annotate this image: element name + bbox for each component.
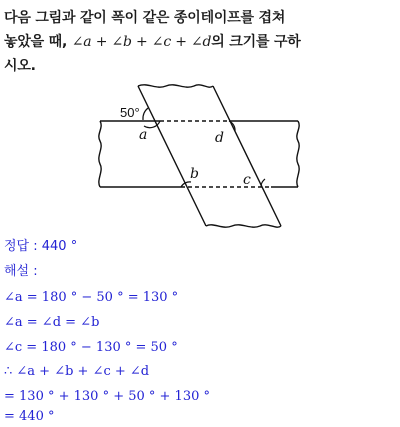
explanation-header: 해설 : [4, 264, 38, 279]
angle-c-label: c [243, 172, 251, 188]
horizontal-tape [99, 121, 299, 187]
solution-step-6: = 440 ° [4, 409, 55, 424]
problem-line-2-prefix: 놓았을 때, [4, 34, 72, 50]
angle-a-label: a [139, 127, 148, 143]
solution-step-2: ∠a = ∠d = ∠b [4, 315, 100, 330]
problem-text [4, 6, 396, 78]
angle-b-label: b [190, 166, 199, 182]
problem-line-2-suffix: 의 크기를 구하 [211, 34, 301, 50]
solution-step-4: ∴ ∠a + ∠b + ∠c + ∠d [4, 364, 150, 379]
solution-step-1: ∠a = 180 ° − 50 ° = 130 ° [4, 290, 179, 305]
angle-sum-expression: ∠a + ∠b + ∠c + ∠d [71, 34, 212, 50]
angle-50-label: 50° [120, 105, 140, 120]
problem-line-1: 다음 그림과 같이 폭이 같은 종이테이프를 겹쳐 [4, 10, 286, 26]
angle-d-label: d [215, 130, 224, 146]
slanted-tape [138, 85, 281, 227]
solution-step-3: ∠c = 180 ° − 130 ° = 50 ° [4, 340, 178, 355]
solution-step-5: = 130 ° + 130 ° + 50 ° + 130 ° [4, 389, 211, 404]
problem-line-3: 시오. [4, 58, 36, 74]
tape-figure [0, 76, 400, 236]
problem-line-2 [4, 30, 396, 54]
answer-line: 정답 : 440 ° [4, 239, 78, 254]
